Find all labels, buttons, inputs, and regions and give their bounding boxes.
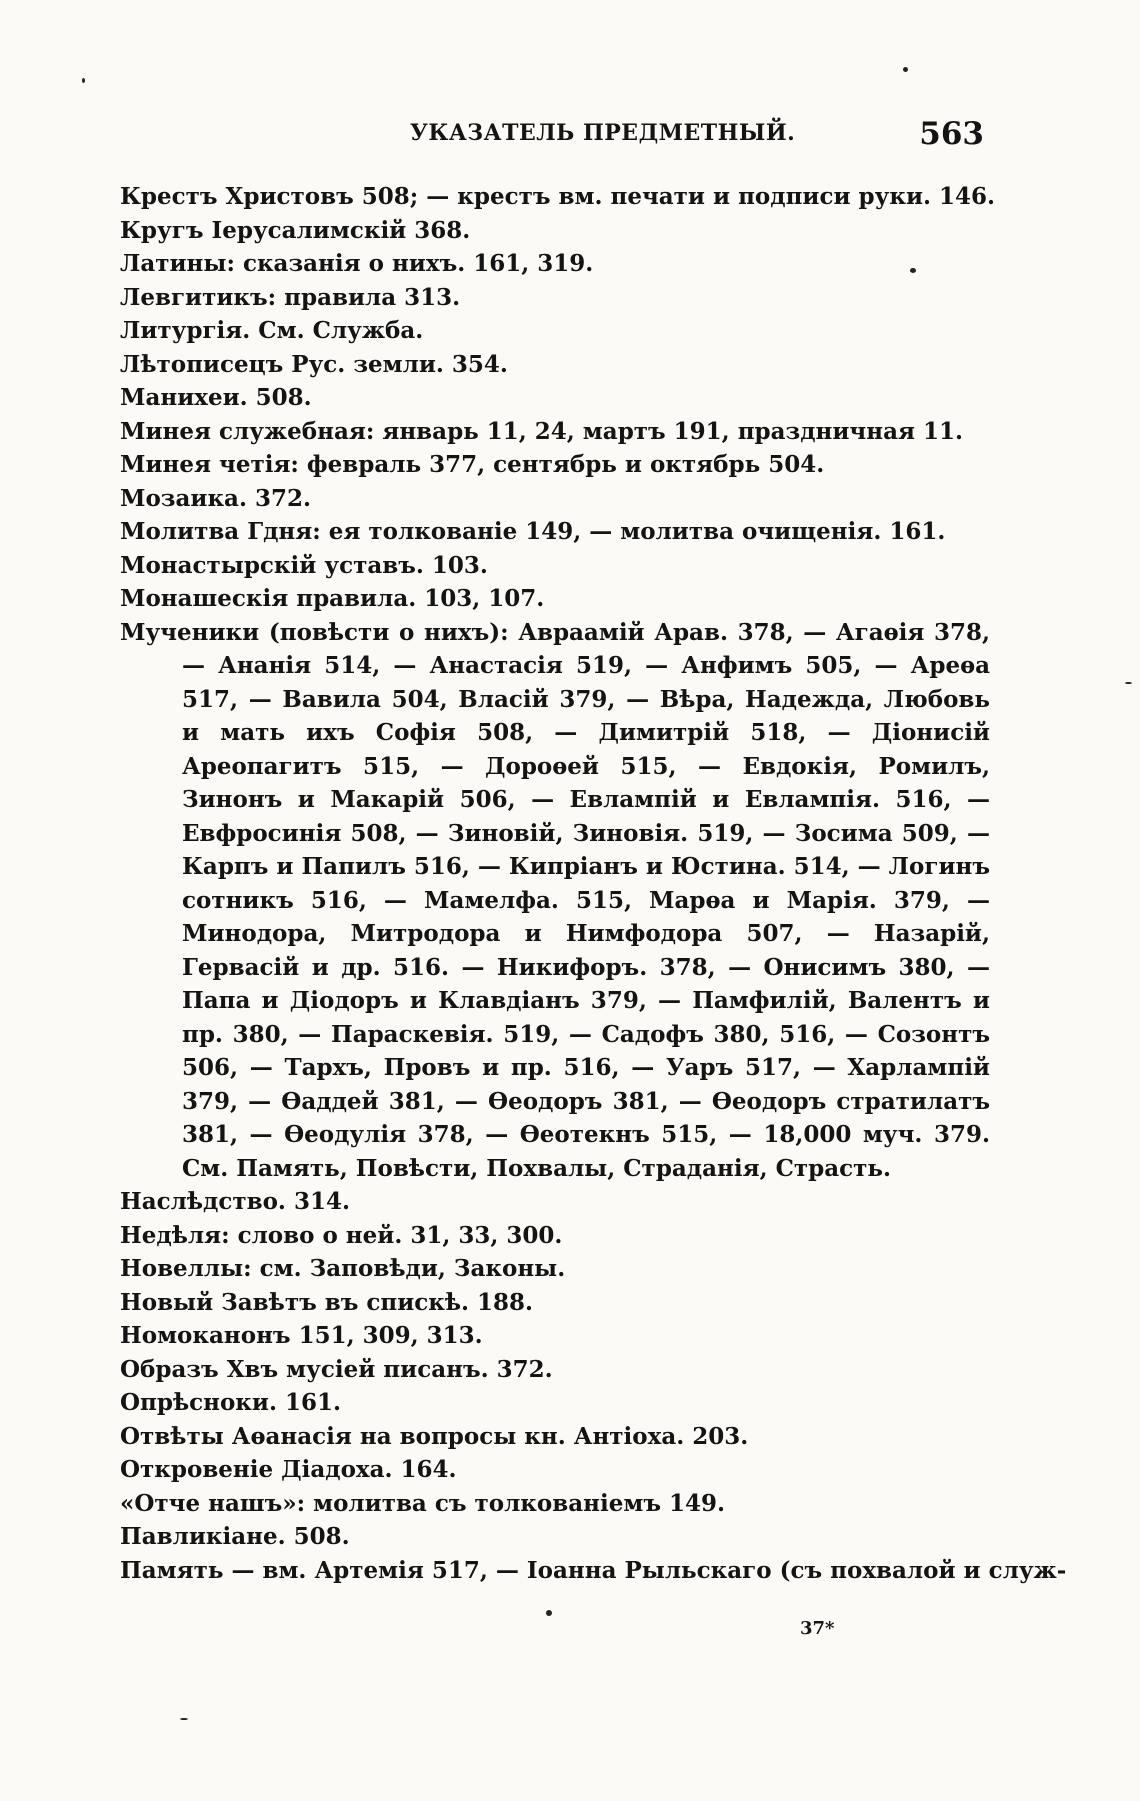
- scan-speck: [180, 1718, 188, 1720]
- index-entry: Манихеи. 508.: [120, 384, 312, 411]
- index-entry: «Отче нашъ»: молитва съ толкованіемъ 149.: [120, 1489, 725, 1517]
- scan-speck: [910, 268, 916, 273]
- index-entry: Монастырскій уставъ. 103.: [120, 551, 488, 579]
- index-entry: Мозаика. 372.: [120, 484, 311, 512]
- index-entry: Лѣтописецъ Рус. земли. 354.: [120, 350, 508, 378]
- index-entry: Латины: сказанія о нихъ. 161, 319.: [120, 250, 594, 277]
- index-entry-martyrs: Мученики (повѣсти о нихъ): Авраамій Арав. 378, — Агаѳія 378, — Ананія 514, — Анастасія 519, — Анфимъ 505, — Ареѳа 517, — Вавила 504, Власій 379, — Вѣра, Надежда, Любовь и мать ихъ Софія 508, — Димитрій 518, — Діонисій Ареопагитъ 515, — Дороѳей 515, — Евдокія, Ромилъ, Зинонъ и Макарій 506, — Евлампій и Евлампія. 516, — Евфросинія 508, — Зиновій, Зиновія. 519, — Зосима 509, — Карпъ и Папилъ 516, — Кипріанъ и Юстина. 514, — Логинъ сотникъ 516, — Мамелфа. 515, Марѳа и Марія. 379, — Минодора, Митродора и Нимфодора 507, — Назарій, Гервасій и др. 516. — Никифоръ. 378, — Онисимъ 380, — Папа и Діодоръ и Клавдіанъ 379, — Памфилій, Валентъ и пр. 380, — Параскевія. 519, — Садофъ 380, 516, — Созонтъ 506, — Тархъ, Провъ и пр. 516, — Уаръ 517, — Харлампій 379, — Ѳаддей 381, — Ѳеодоръ 381, — Ѳеодоръ стратилатъ 381, — Ѳеодулія 378, — Ѳеотекнъ 515, — 18,000 муч. 379. См. Память, Повѣсти, Похвалы, Страданія, Страсть.: [120, 618, 990, 1182]
- index-entry: Номоканонъ 151, 309, 313.: [120, 1322, 483, 1349]
- index-entry: Левгитикъ: правила 313.: [120, 283, 461, 311]
- index-entry: Павликіане. 508.: [120, 1523, 350, 1550]
- index-entry: Образъ Хвъ мусіей писанъ. 372.: [120, 1355, 553, 1383]
- index-entry: Недѣля: слово о ней. 31, 33, 300.: [120, 1221, 563, 1249]
- printer-signature: 37*: [800, 1618, 835, 1639]
- index-entry: Наслѣдство. 314.: [120, 1188, 350, 1215]
- index-entry: Монашескія правила. 103, 107.: [120, 585, 545, 612]
- page-header: [120, 116, 1000, 156]
- scan-speck: [82, 78, 85, 83]
- page-number: 563: [919, 116, 984, 152]
- index-entry: Минея четія: февраль 377, сентябрь и октябрь 504.: [120, 451, 825, 478]
- index-entry: Минея служебная: январь 11, 24, мартъ 191, праздничная 11.: [120, 417, 964, 445]
- index-entry: Память — вм. Артемія 517, — Іоанна Рыльскаго (съ похвалой и служ-: [120, 1556, 1067, 1584]
- index-entry: Новый Завѣтъ въ спискѣ. 188.: [120, 1288, 534, 1316]
- scan-speck: [1125, 682, 1132, 684]
- index-entry: Отвѣты Аѳанасія на вопросы кн. Антіоха. 203.: [120, 1422, 749, 1450]
- index-entry: Молитва Гдня: ея толкованіе 149, — молитва очищенія. 161.: [120, 518, 946, 545]
- index-entry: Литургія. См. Служба.: [120, 317, 424, 344]
- running-title: УКАЗАТЕЛЬ ПРЕДМЕТНЫЙ.: [410, 120, 796, 146]
- scan-speck: [546, 1610, 552, 1616]
- index-entry: Кругъ Іерусалимскій 368.: [120, 216, 471, 244]
- index-entry: Крестъ Христовъ 508; — крестъ вм. печати и подписи руки. 146.: [120, 183, 996, 210]
- index-entry: Откровеніе Діадоха. 164.: [120, 1456, 457, 1483]
- index-entry: Новеллы: см. Заповѣди, Законы.: [120, 1255, 566, 1282]
- subject-index: [120, 180, 1067, 1587]
- scan-speck: [903, 67, 908, 72]
- index-entry: Опрѣсноки. 161.: [120, 1389, 342, 1416]
